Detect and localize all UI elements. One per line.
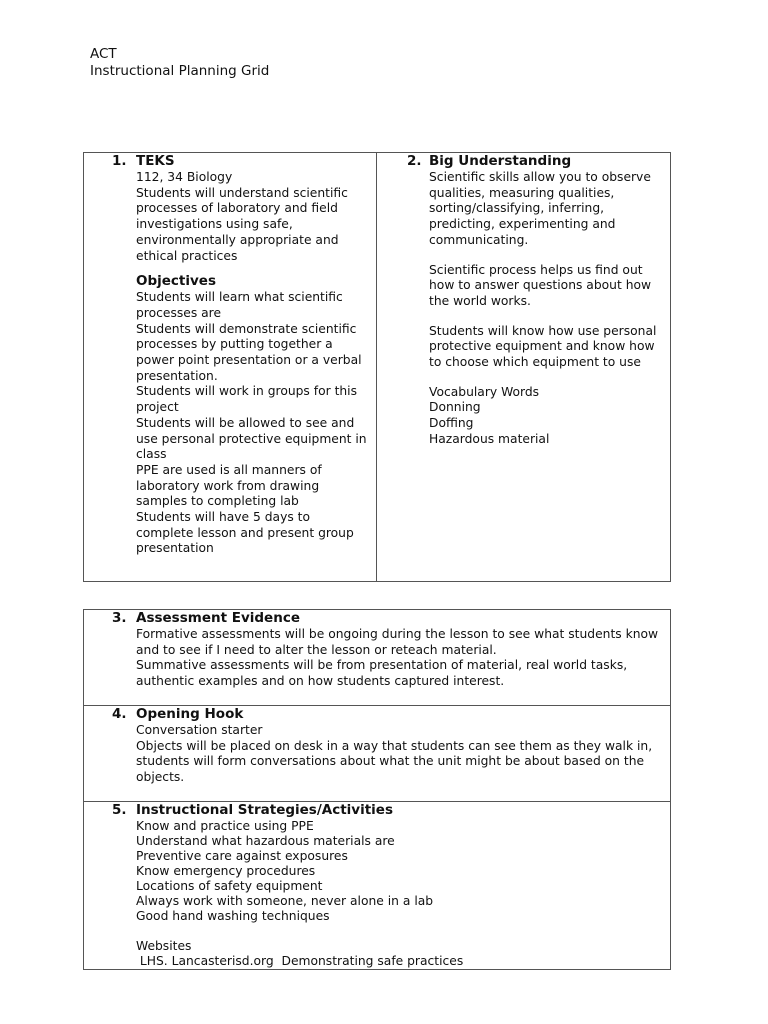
hook-title: Opening Hook [136,706,244,722]
header-act: ACT [90,46,117,62]
strategies-title: Instructional Strategies/Activities [136,802,393,818]
strategies-number: 5. [112,802,127,818]
assessment-cell [84,610,670,706]
objective-item: Students will work in groups for this project [136,384,358,415]
bottom-table [83,609,671,970]
vocab-title: Vocabulary Words [429,384,540,399]
strategy-item: Always work with someone, never alone in a lab [136,894,434,908]
hook-paragraph: Objects will be placed on desk in a way that students can see them as they walk in, students will form conversations about what the unit might be about based on the objects. [136,738,653,785]
big-paragraph: Students will know how use personal protective equipment and know how to choose which equipment to use [429,323,657,370]
strategy-item: Know emergency procedures [136,864,316,878]
objective-item: Students will have 5 days to complete lesson and present group presentation [136,510,354,556]
teks-number: 1. [112,153,127,169]
strategy-item: Preventive care against exposures [136,849,348,863]
objective-item: Students will learn what scientific processes are [136,290,343,320]
teks-cell [84,153,377,581]
website-link[interactable]: LHS. Lancasterisd.org Demonstrating safe practices [136,954,464,968]
assessment-paragraph: Formative assessments will be ongoing during the lesson to see what students know and to see if I need to alter the lesson or reteach material. [136,627,659,657]
strategies-content [136,819,666,969]
objective-item: Students will be allowed to see and use personal protective equipment in class [136,415,367,462]
teks-line: 112, 34 Biology [136,170,233,184]
strategy-item: Understand what hazardous materials are [136,834,395,848]
objective-item: PPE are used is all manners of laboratory work from drawing samples to completing lab [136,462,322,509]
header-title: Instructional Planning Grid [90,63,270,79]
vocab-item: Doffing [429,416,474,431]
strategy-item: Good hand washing techniques [136,909,330,923]
assessment-number: 3. [112,610,127,626]
hook-content [136,723,666,786]
assessment-title: Assessment Evidence [136,610,300,626]
vocab-item: Hazardous material [429,431,550,446]
big-paragraph: Scientific process helps us find out how to answer questions about how the world works. [429,262,652,308]
top-table [83,152,671,582]
big-understanding-cell [377,153,670,581]
assessment-content [136,627,666,690]
hook-paragraph: Conversation starter [136,723,263,737]
hook-cell [84,706,670,802]
objectives-title: Objectives [136,273,216,290]
strategy-item: Know and practice using PPE [136,819,314,833]
vocab-item: Donning [429,400,481,415]
hook-number: 4. [112,706,127,722]
teks-line: Students will understand scientific processes of laboratory and field investigations using safe, environmentally appropriate and ethical practices [136,185,348,263]
big-title: Big Understanding [429,153,572,169]
document-header [90,46,269,80]
assessment-paragraph: Summative assessments will be from presentation of material, real world tasks, authentic examples and on how students captured interest. [136,658,628,689]
teks-title: TEKS [136,153,175,169]
websites-title: Websites [136,939,192,953]
big-number: 2. [407,153,422,169]
big-paragraph: Scientific skills allow you to observe qualities, measuring qualities, sorting/classifying, inferring, predicting, experimenting and communicating. [429,170,651,247]
objective-item: Students will demonstrate scientific processes by putting together a power point presentation or a verbal presentation. [136,321,362,383]
strategies-cell [84,802,670,969]
teks-content [136,170,370,557]
strategy-item: Locations of safety equipment [136,879,323,893]
big-content [429,170,663,448]
